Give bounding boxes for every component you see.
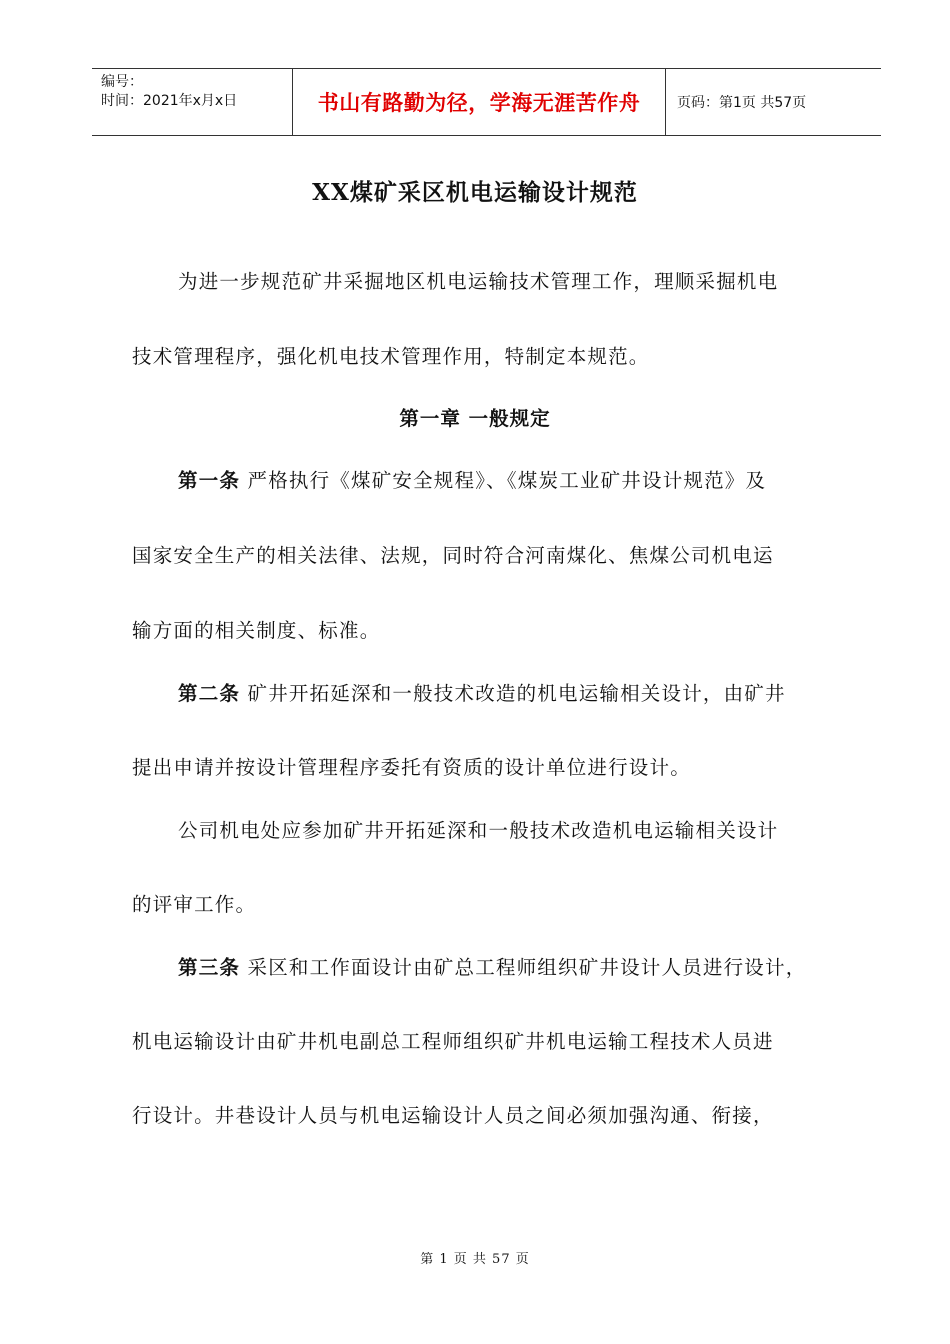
article-2-line-2: 提出申请并按设计管理程序委托有资质的设计单位进行设计。 <box>132 756 691 779</box>
motto-text: 书山有路勤为径，学海无涯苦作舟 <box>317 91 641 115</box>
article-3-label: 第三条 <box>178 956 241 979</box>
article-1-text: 严格执行《煤矿安全规程》、《煤炭工业矿井设计规范》及 <box>240 469 767 492</box>
document-title: XX煤矿采区机电运输设计规范 <box>312 179 638 206</box>
article-2-label: 第二条 <box>178 682 241 705</box>
number-label: 编号： <box>101 74 143 90</box>
time-label: 时间：2021年x月x日 <box>101 93 238 109</box>
document-header <box>92 68 881 136</box>
article-2-text: 矿井开拓延深和一般技术改造的机电运输相关设计，由矿井 <box>240 682 786 705</box>
article-3-line-2: 机电运输设计由矿井机电副总工程师组织矿井机电运输工程技术人员进 <box>132 1030 774 1053</box>
article-1-line-2: 国家安全生产的相关法律、法规，同时符合河南煤化、焦煤公司机电运 <box>132 544 774 567</box>
article-2-line-1 <box>178 678 898 706</box>
article-1-line-1 <box>178 465 898 493</box>
article-3-text: 采区和工作面设计由矿总工程师组织矿井设计人员进行设计， <box>240 956 807 979</box>
article-3-line-1 <box>178 952 898 980</box>
chapter-heading: 第一章 一般规定 <box>399 407 551 430</box>
page-info: 页码：第1页 共57页 <box>677 95 807 111</box>
article-1-line-3: 输方面的相关制度、标准。 <box>132 619 381 642</box>
article-2-line-3: 公司机电处应参加矿井开拓延深和一般技术改造机电运输相关设计 <box>178 819 779 842</box>
header-meta-cell <box>92 69 293 135</box>
header-motto-cell <box>293 69 666 135</box>
intro-line-1: 为进一步规范矿井采掘地区机电运输技术管理工作，理顺采掘机电 <box>178 270 779 293</box>
page-footer: 第 1 页 共 57 页 <box>420 1252 530 1267</box>
article-1-label: 第一条 <box>178 469 241 492</box>
article-3-line-3: 行设计。井巷设计人员与机电运输设计人员之间必须加强沟通、衔接， <box>132 1104 774 1127</box>
intro-line-2: 技术管理程序，强化机电技术管理作用，特制定本规范。 <box>132 345 650 368</box>
article-2-line-4: 的评审工作。 <box>132 893 257 916</box>
header-page-cell <box>666 69 881 135</box>
